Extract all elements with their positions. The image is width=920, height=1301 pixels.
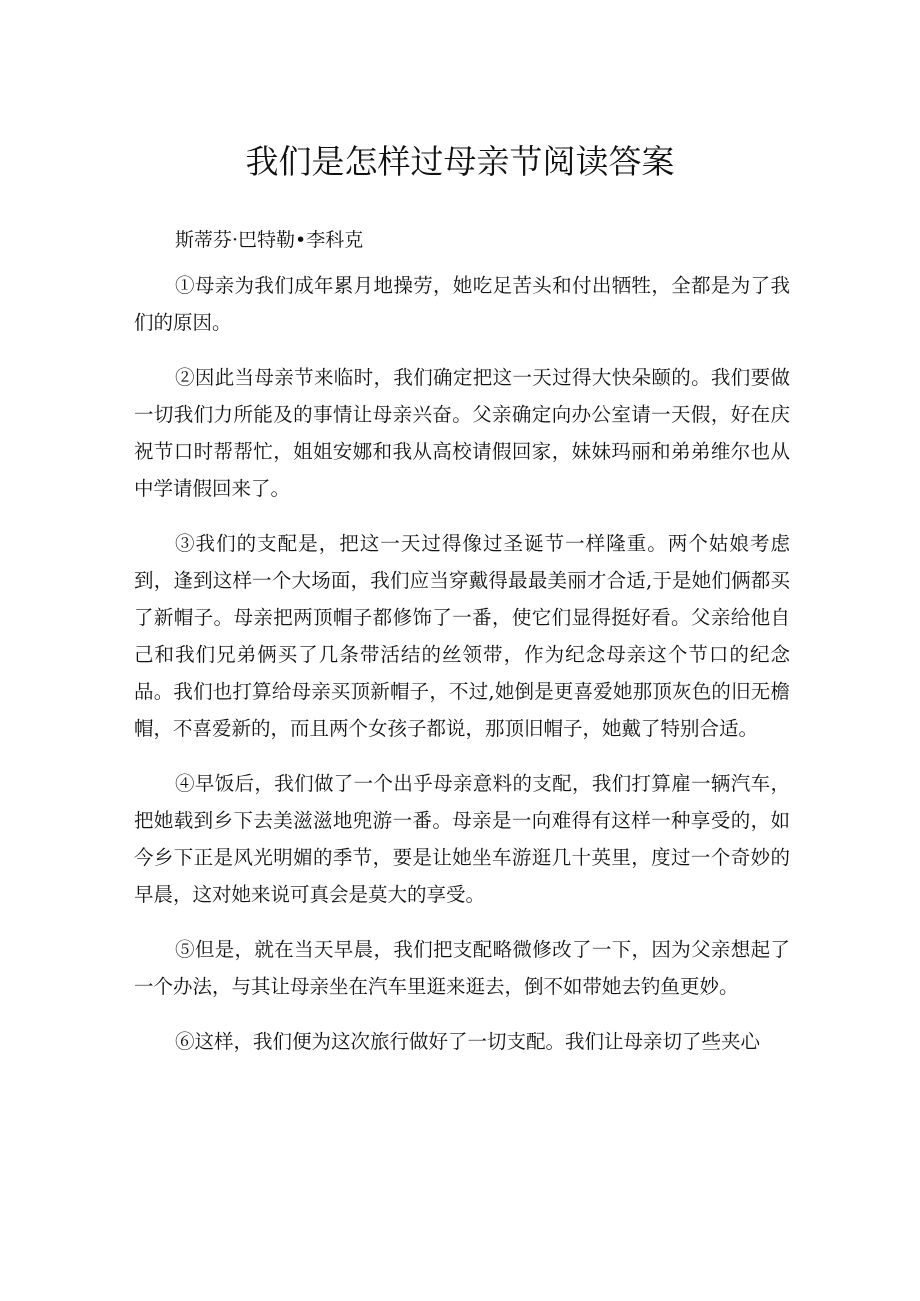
- paragraph-4: ④早饭后，我们做了一个出乎母亲意料的支配，我们打算雇一辆汽车，把她载到乡下去美滋滋地兜游一番。母亲是一向难得有这样一种享受的，如今乡下正是风光明媚的季节，要是让她坐车游逛几十英里，度过一个奇妙的早晨，这对她来说可真会是莫大的享受。: [134, 772, 790, 906]
- document-title: 我们是怎样过母亲节阅读答案: [245, 142, 675, 181]
- paragraph-6: ⑥这样，我们便为这次旅行做好了一切支配。我们让母亲切了些夹心: [175, 1030, 761, 1053]
- article-body: [134, 267, 790, 1078]
- paragraph-5: ⑤但是，就在当天早晨，我们把支配略微修改了一下，因为父亲想起了一个办法，与其让母亲坐在汽车里逛来逛去，倒不如带她去钓鱼更妙。: [134, 938, 790, 998]
- paragraph-1: ①母亲为我们成年累月地操劳，她吃足苦头和付出牺牲，全都是为了我们的原因。: [134, 274, 790, 334]
- paragraph-2: ②因此当母亲节来临时，我们确定把这一天过得大快朵颐的。我们要做一切我们力所能及的事情让母亲兴奋。父亲确定向办公室请一天假，好在庆祝节口时帮帮忙，姐姐安娜和我从高校请假回家，妹妹玛丽和弟弟维尔也从中学请假回来了。: [134, 366, 790, 500]
- paragraph-3: ③我们的支配是，把这一天过得像过圣诞节一样隆重。两个姑娘考虑到，逢到这样一个大场面，我们应当穿戴得最最美丽才合适,于是她们俩都买了新帽子。母亲把两顶帽子都修饰了一番，使它们显得挺好看。父亲给他自己和我们兄弟俩买了几条带活结的丝领带，作为纪念母亲这个节口的纪念品。我们也打算给母亲买顶新帽子，不过,她倒是更喜爱她那顶灰色的旧无檐帽，不喜爱新的，而且两个女孩子都说，那顶旧帽子，她戴了特别合适。: [134, 532, 790, 740]
- author-line: 斯蒂芬·巴特勒•李科克: [175, 229, 364, 251]
